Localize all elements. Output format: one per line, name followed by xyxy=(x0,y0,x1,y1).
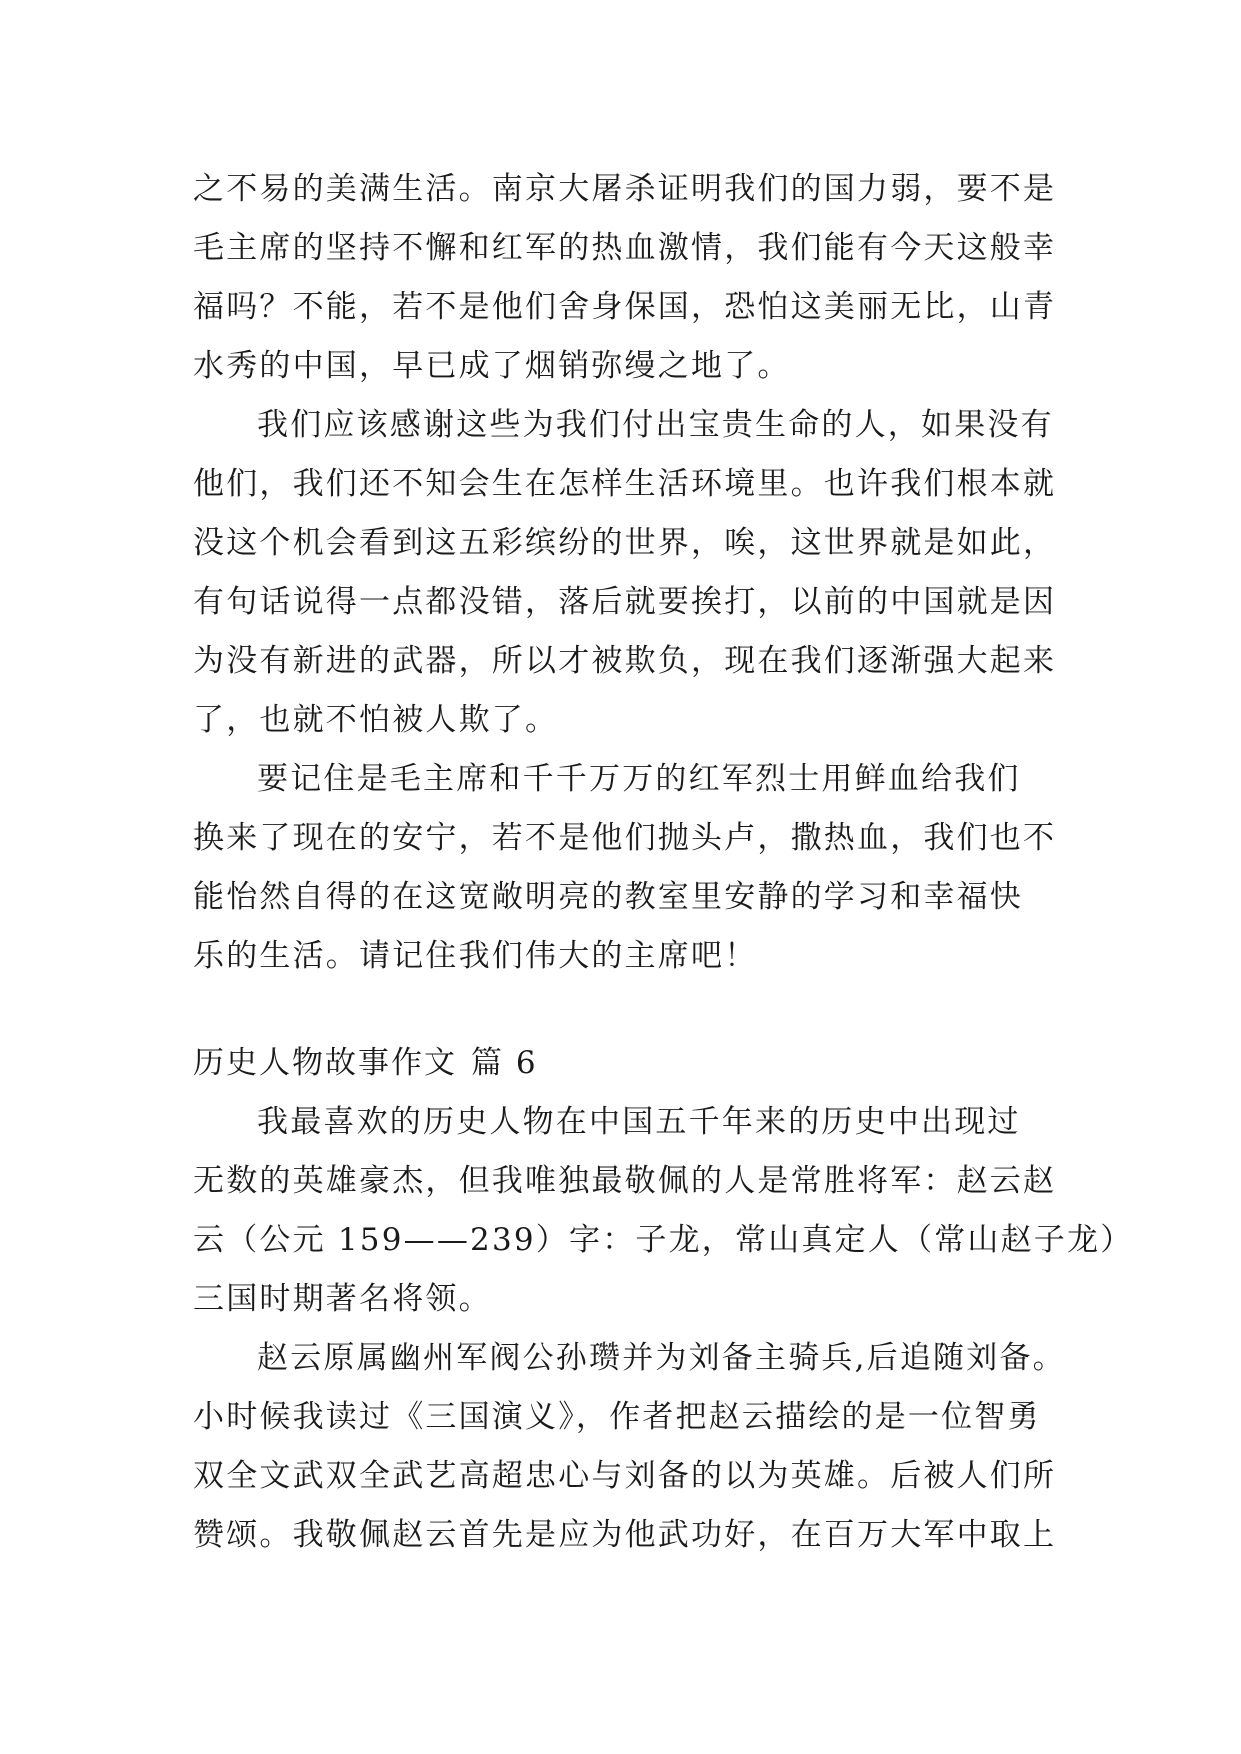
section-number: 篇 6 xyxy=(471,1045,538,1081)
text-line: 云（公元 159——239）字：子龙，常山真定人（常山赵子龙） xyxy=(193,1222,1134,1258)
text-line: 赵云原属幽州军阀公孙瓒并为刘备主骑兵,后追随刘备。 xyxy=(257,1340,1066,1376)
section-heading xyxy=(193,1034,538,1093)
text-line: 毛主席的坚持不懈和红军的热血激情，我们能有今天这般幸 xyxy=(193,230,1057,266)
text-line: 为没有新进的武器，所以才被欺负，现在我们逐渐强大起来 xyxy=(193,643,1057,679)
text-line: 能怡然自得的在这宽敞明亮的教室里安静的学习和幸福快 xyxy=(193,879,1023,915)
text-line: 要记住是毛主席和千千万万的红军烈士用鲜血给我们 xyxy=(257,761,1021,797)
text-line: 他们，我们还不知会生在怎样生活环境里。也许我们根本就 xyxy=(193,466,1057,502)
text-line: 有句话说得一点都没错，落后就要挨打，以前的中国就是因 xyxy=(193,584,1057,620)
text-line: 无数的英雄豪杰，但我唯独最敬佩的人是常胜将军：赵云赵 xyxy=(193,1163,1057,1199)
text-line: 我们应该感谢这些为我们付出宝贵生命的人，如果没有 xyxy=(257,407,1054,443)
text-line: 换来了现在的安宁，若不是他们抛头卢，撒热血，我们也不 xyxy=(193,820,1057,856)
text-line: 了，也就不怕被人欺了。 xyxy=(193,702,559,738)
section-title: 历史人物故事作文 xyxy=(193,1045,457,1081)
body-text-top xyxy=(193,160,1057,986)
text-line: 赞颂。我敬佩赵云首先是应为他武功好，在百万大军中取上 xyxy=(193,1517,1057,1553)
text-line: 我最喜欢的历史人物在中国五千年来的历史中出现过 xyxy=(257,1104,1021,1140)
body-text-bottom xyxy=(193,1093,1134,1565)
text-line: 三国时期著名将领。 xyxy=(193,1281,492,1317)
text-line: 乐的生活。请记住我们伟大的主席吧！ xyxy=(193,938,758,974)
text-line: 水秀的中国，早已成了烟销弥缦之地了。 xyxy=(193,348,791,384)
text-line: 没这个机会看到这五彩缤纷的世界，唉，这世界就是如此， xyxy=(193,525,1057,561)
text-line: 福吗？不能，若不是他们舍身保国，恐怕这美丽无比，山青 xyxy=(193,289,1057,325)
text-line: 之不易的美满生活。南京大屠杀证明我们的国力弱，要不是 xyxy=(193,171,1057,207)
text-line: 小时候我读过《三国演义》，作者把赵云描绘的是一位智勇 xyxy=(193,1399,1041,1435)
text-line: 双全文武双全武艺高超忠心与刘备的以为英雄。后被人们所 xyxy=(193,1458,1057,1494)
